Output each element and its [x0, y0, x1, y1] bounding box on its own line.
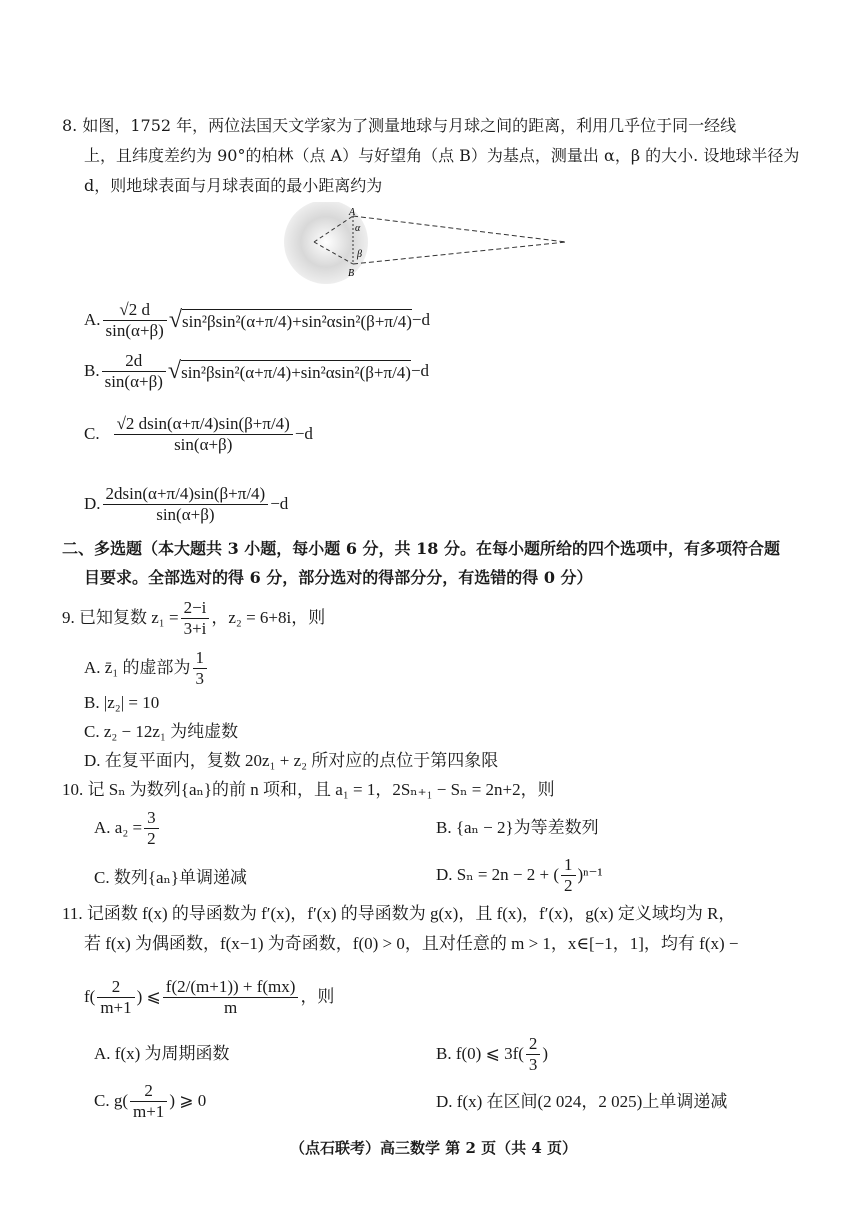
line-a-moon	[353, 216, 566, 242]
q11-stem-line1: 11. 记函数 f(x) 的导函数为 f′(x)，f′(x) 的导函数为 g(x)，且 f(x)，f′(x)，g(x) 定义域均为 R，	[62, 904, 736, 923]
q11-option-a: A. f(x) 为周期函数	[94, 1044, 230, 1063]
option-letter: A.	[84, 310, 101, 329]
q9-fraction: $\frac{2-i}{3+i}$	[181, 598, 210, 639]
radicand: sin²βsin²(α+π/4)+sin²αsin²(β+π/4)	[181, 360, 411, 383]
q11-option-c: C. g( $\frac{2}{m+1}$ ) ⩾ 0	[94, 1080, 207, 1121]
q9-stem: 9. 已知复数 z₁ = $\frac{2-i}{3+i}$ ，z₂ = 6+8i，则	[62, 597, 326, 638]
q11-option-b: B. f(0) ⩽ 3f( $\frac{2}{3}$ )	[436, 1033, 549, 1074]
q9-option-a: A. z̄₁ 的虚部为 $\frac{1}{3}$	[84, 650, 209, 686]
option-letter: C.	[84, 424, 100, 443]
section2-heading-line2: 目要求。全部选对的得 6 分，部分选对的得部分分，有选错的得 0 分）	[84, 568, 593, 587]
option-fraction: $\frac{√2 dsin(\alpha+\pi/4)\sin(\beta+\pi/4)}{\sin(\alpha+\beta)}$	[114, 414, 293, 455]
q10-option-b: B. {aₙ − 2}为等差数列	[436, 818, 599, 837]
q10-option-d: D. Sₙ = 2n − 2 + ( $\frac{1}{2}$ )ⁿ⁻¹	[436, 854, 603, 895]
q8-stem-line1: 8. 如图，1752 年，两位法国天文学家为了测量地球与月球之间的距离，利用几乎位于同一经线	[62, 116, 737, 135]
q8-option-c: C. $\frac{√2 dsin(\alpha+\pi/4)\sin(\beta+\pi/4)}{\sin(\alpha+\beta)}$ −d	[84, 413, 313, 454]
radicand: sin²βsin²(α+π/4)+sin²αsin²(β+π/4)	[182, 309, 412, 332]
q11-option-d: D. f(x) 在区间(2 024，2 025)上单调递减	[436, 1092, 728, 1111]
q11-small-fraction: $\frac{2}{m+1}$	[97, 977, 134, 1018]
q11-option-b-fraction: $\frac{2}{3}$	[526, 1034, 541, 1075]
q8-option-a: A. $\frac{√2 d}{\sin(\alpha+\beta)}$ √ sin²βsin²(α+π/4)+sin²αsin²(β+π/4) −d	[84, 299, 430, 340]
q11-big-fraction: $\frac{f(2/(m+1)) + f(mx)}{m}$	[163, 977, 299, 1018]
q9-option-a-fraction: $\frac{1}{3}$	[193, 648, 208, 689]
label-b: B	[348, 268, 355, 279]
q8-option-b: B. $\frac{2d}{\sin(\alpha+\beta)}$ √ sin²βsin²(α+π/4)+sin²αsin²(β+π/4) −d	[84, 350, 430, 391]
q11-option-c-fraction: $\frac{2}{m+1}$	[130, 1081, 167, 1122]
option-letter: B.	[84, 361, 100, 380]
q9-option-c: C. z₂ − 12z₁ 为纯虚数	[84, 722, 239, 741]
earth-moon-figure	[276, 202, 576, 288]
q10-option-a: A. a₂ = $\frac{3}{2}$	[94, 810, 161, 846]
q10-stem: 10. 记 Sₙ 为数列{aₙ}的前 n 项和，且 a₁ = 1，2Sₙ₊₁ − Sₙ = 2n+2，则	[62, 780, 555, 799]
q11-stem-line2: 若 f(x) 为偶函数，f(x−1) 为奇函数，f(0) > 0，且对任意的 m > 1，x∈[−1，1]，均有 f(x) −	[84, 934, 739, 953]
option-fraction: $\frac{2d}{\sin(\alpha+\beta)}$	[102, 351, 166, 392]
earth-circle	[284, 202, 368, 284]
label-a: A	[349, 207, 356, 218]
page-footer: （点石联考）高三数学 第 2 页（共 4 页）	[290, 1139, 577, 1157]
option-fraction: $\frac{2dsin(\alpha+\pi/4)\sin(\beta+\pi/4)}{\sin(\alpha+\beta)}$	[103, 484, 269, 525]
q10-option-d-fraction: $\frac{1}{2}$	[561, 855, 576, 896]
q8-option-d: D. $\frac{2dsin(\alpha+\pi/4)\sin(\beta+\pi/4)}{\sin(\alpha+\beta)}$ −d	[84, 483, 289, 524]
q8-stem-line3: d，则地球表面与月球表面的最小距离约为	[84, 176, 383, 195]
label-alpha: α	[355, 223, 361, 234]
label-beta: β	[357, 249, 362, 260]
option-letter: D.	[84, 494, 101, 513]
option-fraction: $\frac{√2 d}{\sin(\alpha+\beta)}$	[103, 300, 167, 341]
q8-stem-line2: 上，且纬度差约为 90°的柏林（点 A）与好望角（点 B）为基点，测量出 α，β 的大小. 设地球半径为	[84, 146, 800, 165]
q10-option-c: C. 数列{aₙ}单调递减	[94, 868, 248, 887]
q9-option-d: D. 在复平面内，复数 20z₁ + z₂ 所对应的点位于第四象限	[84, 751, 499, 770]
q10-option-a-fraction: $\frac{3}{2}$	[144, 808, 159, 849]
q9-option-b: B. |z₂| = 10	[84, 693, 160, 712]
q11-inequality: f( $\frac{2}{m+1}$ ) ⩽ $\frac{f(2/(m+1)) + f(mx)}{m}$ ，则	[84, 976, 335, 1017]
line-b-moon	[353, 242, 566, 264]
section2-heading-line1: 二、多选题（本大题共 3 小题，每小题 6 分，共 18 分。在每小题所给的四个选项中，有多项符合题	[62, 539, 780, 558]
